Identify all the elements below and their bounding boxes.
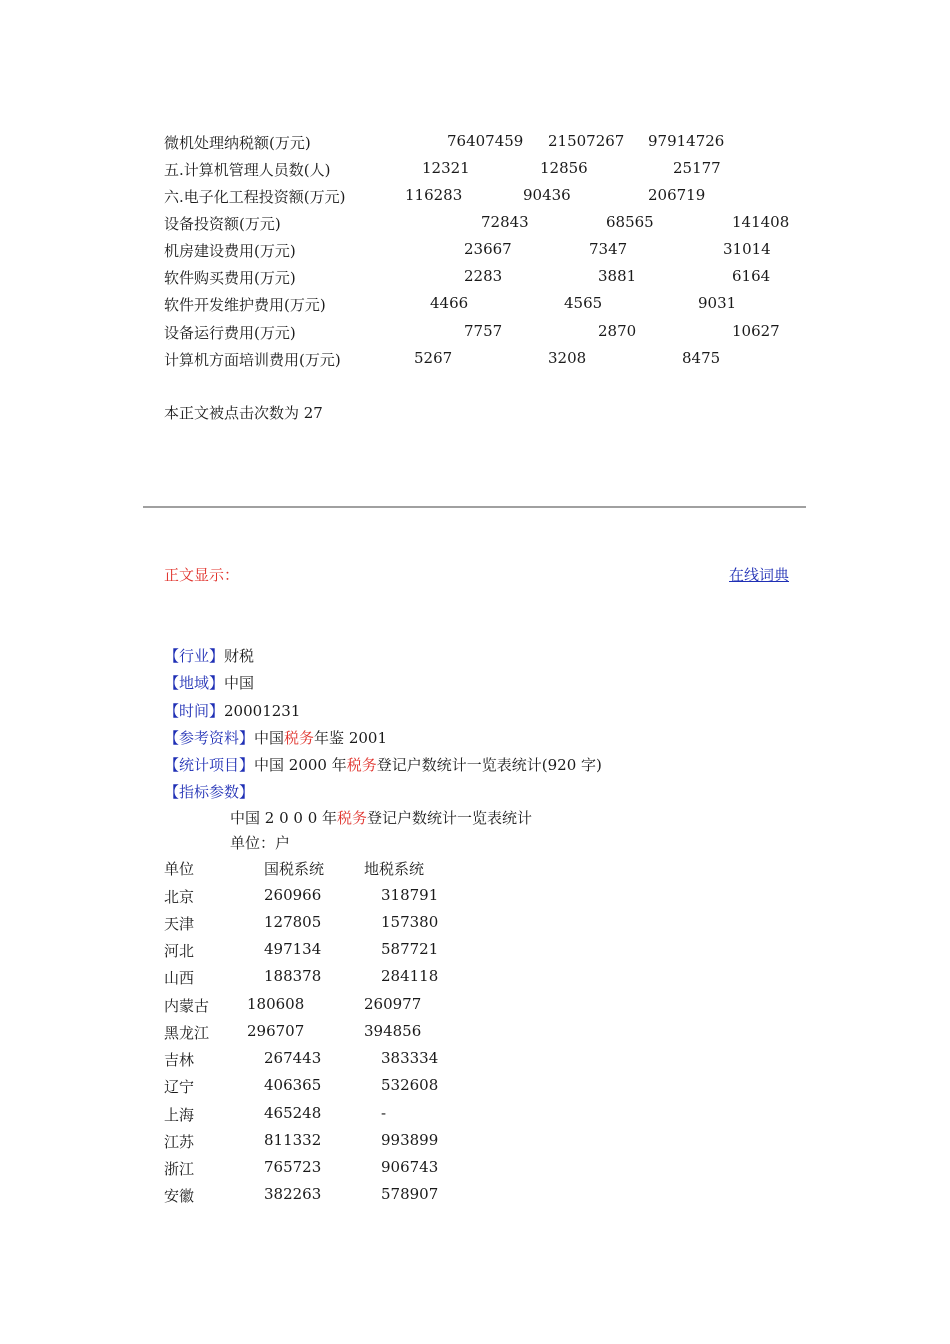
row-label: 计算机方面培训费用(万元)	[164, 351, 341, 369]
table-cell: 318791	[381, 886, 439, 904]
table-cell: 284118	[381, 967, 439, 985]
highlight-keyword: 税务	[284, 729, 315, 747]
row-value: 25177	[673, 159, 721, 177]
click-count-text: 本正文被点击次数为 27	[164, 404, 323, 422]
table-cell: 394856	[364, 1022, 422, 1040]
row-value: 3208	[548, 349, 587, 367]
meta-key: 【时间】	[164, 702, 225, 720]
table-cell: 465248	[264, 1104, 322, 1122]
meta-item-stat-project	[164, 754, 602, 775]
row-value: 90436	[523, 186, 571, 204]
row-value: 2283	[464, 267, 503, 285]
table-cell: 406365	[264, 1076, 322, 1094]
row-value: 206719	[648, 186, 706, 204]
table-row-name: 辽宁	[164, 1078, 195, 1096]
meta-item-parameters	[164, 781, 254, 802]
row-value: 5267	[414, 349, 453, 367]
table-cell: 906743	[381, 1158, 439, 1176]
meta-item-reference	[164, 727, 387, 748]
meta-value: 财税	[224, 647, 255, 665]
row-value: 141408	[732, 213, 790, 231]
row-value: 97914726	[648, 132, 725, 150]
table-row-name: 黑龙江	[164, 1024, 210, 1042]
meta-value: 中国 2000 年	[254, 756, 347, 774]
row-value: 7757	[464, 322, 503, 340]
meta-key: 【参考资料】	[164, 729, 255, 747]
table-row-name: 安徽	[164, 1187, 195, 1205]
table-cell: 188378	[264, 967, 322, 985]
table-row-name: 天津	[164, 915, 195, 933]
meta-value: 年鉴 2001	[314, 729, 387, 747]
row-value: 3881	[598, 267, 637, 285]
table-cell: 382263	[264, 1185, 322, 1203]
divider	[143, 506, 806, 508]
unit-text: 单位：户	[230, 834, 291, 852]
highlight-keyword: 税务	[337, 809, 368, 827]
row-value: 76407459	[447, 132, 524, 150]
meta-value: 中国	[224, 674, 255, 692]
row-value: 8475	[682, 349, 721, 367]
table-cell: 497134	[264, 940, 322, 958]
online-dictionary-link[interactable]: 在线词典	[729, 566, 790, 584]
row-value: 23667	[464, 240, 512, 258]
row-value: 9031	[698, 294, 737, 312]
row-value: 4565	[564, 294, 603, 312]
row-value: 12321	[422, 159, 470, 177]
table-cell: -	[381, 1104, 387, 1122]
table-cell: 383334	[381, 1049, 439, 1067]
table-row-name: 上海	[164, 1106, 195, 1124]
table-cell: 260977	[364, 995, 422, 1013]
title-part: 中国 2 0 0 0 年	[230, 809, 338, 827]
row-value: 116283	[405, 186, 463, 204]
row-label: 五.计算机管理人员数(人)	[164, 161, 331, 179]
row-value: 12856	[540, 159, 588, 177]
row-value: 7347	[589, 240, 628, 258]
column-header: 单位	[164, 860, 195, 878]
meta-item-time	[164, 700, 300, 721]
table-cell: 578907	[381, 1185, 439, 1203]
row-value: 31014	[723, 240, 771, 258]
row-label: 软件开发维护费用(万元)	[164, 296, 326, 314]
row-label: 机房建设费用(万元)	[164, 242, 296, 260]
meta-key: 【地域】	[164, 674, 225, 692]
table-cell: 765723	[264, 1158, 322, 1176]
table-cell: 180608	[247, 995, 305, 1013]
table-cell: 296707	[247, 1022, 305, 1040]
row-label: 设备运行费用(万元)	[164, 324, 296, 342]
row-value: 72843	[481, 213, 529, 231]
row-label: 软件购买费用(万元)	[164, 269, 296, 287]
table-cell: 157380	[381, 913, 439, 931]
meta-item-region	[164, 672, 254, 693]
meta-value: 登记户数统计一览表统计(920 字)	[376, 756, 602, 774]
table-row-name: 河北	[164, 942, 195, 960]
row-value: 2870	[598, 322, 637, 340]
table-row-name: 内蒙古	[164, 997, 210, 1015]
table-row-name: 浙江	[164, 1160, 195, 1178]
table-cell: 127805	[264, 913, 322, 931]
row-value: 6164	[732, 267, 771, 285]
table-cell: 532608	[381, 1076, 439, 1094]
table-row-name: 吉林	[164, 1051, 195, 1069]
content-heading: 正文显示：	[164, 566, 240, 584]
column-header: 地税系统	[364, 860, 425, 878]
meta-key: 【统计项目】	[164, 756, 255, 774]
table-cell: 260966	[264, 886, 322, 904]
table-row-name: 北京	[164, 888, 195, 906]
table-title	[230, 807, 532, 828]
row-value: 68565	[606, 213, 654, 231]
column-header: 国税系统	[264, 860, 325, 878]
table-cell: 993899	[381, 1131, 439, 1149]
row-label: 设备投资额(万元)	[164, 215, 281, 233]
row-label: 微机处理纳税额(万元)	[164, 134, 311, 152]
table-row-name: 山西	[164, 969, 195, 987]
meta-value: 20001231	[224, 702, 301, 720]
meta-value: 中国	[254, 729, 285, 747]
title-part: 登记户数统计一览表统计	[367, 809, 533, 827]
table-row-name: 江苏	[164, 1133, 195, 1151]
table-cell: 267443	[264, 1049, 322, 1067]
meta-key: 【行业】	[164, 647, 225, 665]
row-label: 六.电子化工程投资额(万元)	[164, 188, 346, 206]
row-value: 4466	[430, 294, 469, 312]
meta-key: 【指标参数】	[164, 783, 255, 801]
meta-item-industry	[164, 645, 254, 666]
highlight-keyword: 税务	[346, 756, 377, 774]
table-cell: 811332	[264, 1131, 322, 1149]
table-cell: 587721	[381, 940, 439, 958]
row-value: 21507267	[548, 132, 625, 150]
row-value: 10627	[732, 322, 780, 340]
